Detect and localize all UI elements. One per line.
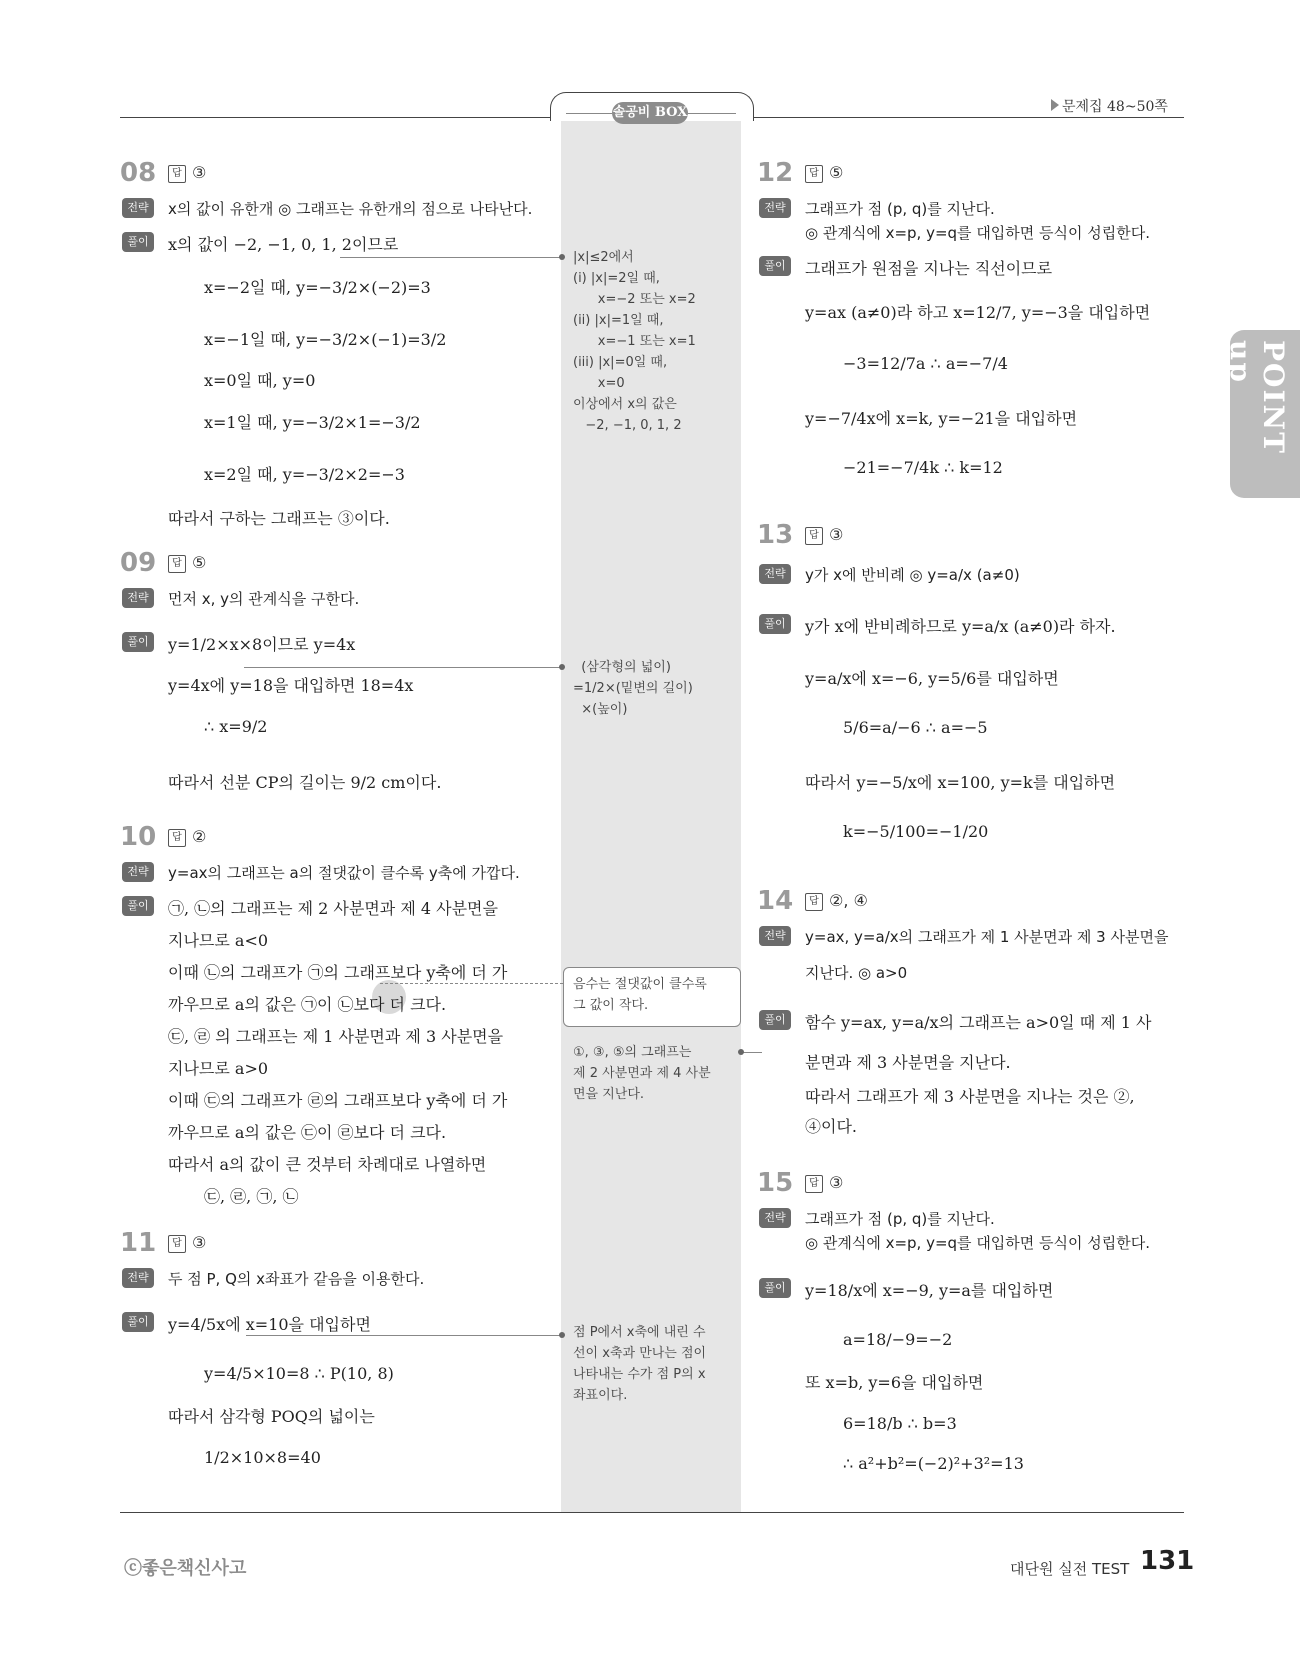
solution-line: 1/2×10×8=40: [204, 1448, 321, 1467]
solution-line: 5/6=a/−6 ∴ a=−5: [843, 718, 988, 737]
side-note: ①, ③, ⑤의 그래프는 제 2 사분면과 제 4 사분 면을 지난다.: [573, 1045, 711, 1102]
solution-line: ④이다.: [805, 1117, 857, 1136]
side-note: |x|≤2에서 (i) |x|=2일 때, x=−2 또는 x=2 (ii) |x|=1일 때, x=−1 또는 x=1 (iii) |x|=0일 때, x=0 이상에서 x의 값은 −2, −1, 0, 1, 2: [573, 250, 696, 433]
leader-line: [246, 1335, 562, 1336]
dashed-leader: [380, 983, 563, 984]
leader-dot: [559, 254, 565, 260]
solution-line: 또 x=b, y=6을 대입하면: [805, 1373, 984, 1392]
solution-tag: 풀이: [759, 256, 791, 276]
question-number: 15: [757, 1168, 794, 1198]
solution-line: 따라서 그래프가 제 3 사분면을 지나는 것은 ②,: [805, 1087, 1135, 1106]
strategy-text: 먼저 x, y의 관계식을 구한다.: [168, 590, 360, 608]
solution-line: 까우므로 a의 값은 ㉢이 ㉣보다 더 크다.: [168, 1123, 447, 1142]
strategy-text: x의 값이 유한개 ◎ 그래프는 유한개의 점으로 나타난다.: [168, 200, 533, 218]
solution-line: ㉠, ㉡의 그래프는 제 2 사분면과 제 4 사분면을: [168, 899, 498, 918]
leader-dot: [559, 664, 565, 670]
question-number: 08: [120, 158, 157, 188]
solution-line: 지나므로 a<0: [168, 931, 269, 950]
solution-tag: 풀이: [759, 1010, 791, 1030]
solution-line: y=−7/4x에 x=k, y=−21을 대입하면: [805, 409, 1078, 428]
workbook-reference: 문제집 48~50쪽: [1062, 99, 1168, 115]
solution-line: 따라서 삼각형 POQ의 넓이는: [168, 1407, 375, 1426]
strategy-text: 지난다. ◎ a>0: [805, 964, 908, 982]
chevron-right-icon: [1051, 99, 1059, 111]
tab-decor-right: [688, 113, 736, 114]
tab-decor-left: [566, 113, 612, 114]
solution-line: y=ax (a≠0)라 하고 x=12/7, y=−3을 대입하면: [805, 303, 1151, 322]
answer-line: [805, 163, 843, 183]
question-number: 09: [120, 548, 157, 578]
side-note: (삼각형의 넓이) =1/2×(밑변의 길이) ×(높이): [573, 660, 693, 717]
publisher-logo: ⓒ좋은책신사고: [124, 1558, 247, 1579]
solution-line: y=4x에 y=18을 대입하면 18=4x: [168, 676, 414, 695]
answer-line: [805, 1173, 843, 1193]
answer-value: ⑤: [829, 163, 844, 182]
question-number: 13: [757, 520, 794, 550]
answer-label: 답: [805, 1175, 823, 1193]
answer-value: ②, ④: [829, 891, 868, 910]
solution-line: x=−2일 때, y=−3/2×(−2)=3: [204, 278, 431, 297]
solution-line: x=−1일 때, y=−3/2×(−1)=3/2: [204, 330, 447, 349]
side-note: 점 P에서 x축에 내린 수 선이 x축과 만나는 점이 나타내는 수가 점 P의 x 좌표이다.: [573, 1325, 707, 1403]
answer-line: [168, 163, 206, 183]
strategy-tag: 전략: [122, 1268, 154, 1288]
solution-line: 6=18/b ∴ b=3: [843, 1414, 957, 1433]
answer-label: 답: [168, 829, 186, 847]
strategy-tag: 전략: [759, 198, 791, 218]
strategy-text: 그래프가 점 (p, q)를 지난다.: [805, 200, 995, 218]
solution-line: 함수 y=ax, y=a/x의 그래프는 a>0일 때 제 1 사: [805, 1013, 1152, 1032]
strategy-tag: 전략: [122, 198, 154, 218]
solution-line: 따라서 구하는 그래프는 ③이다.: [168, 509, 390, 528]
answer-value: ③: [829, 525, 844, 544]
solution-line: y=18/x에 x=−9, y=a를 대입하면: [805, 1281, 1054, 1300]
solution-line: ㉢, ㉣ 의 그래프는 제 1 사분면과 제 3 사분면을: [168, 1027, 504, 1046]
solution-line: x=0일 때, y=0: [204, 371, 316, 390]
side-note: 음수는 절댓값이 클수록 그 값이 작다.: [573, 977, 707, 1013]
leader-dot: [738, 1049, 744, 1055]
solution-line: y가 x에 반비례하므로 y=a/x (a≠0)라 하자.: [805, 617, 1116, 636]
strategy-tag: 전략: [122, 862, 154, 882]
answer-line: [168, 553, 206, 573]
solution-line: −21=−7/4k ∴ k=12: [843, 458, 1003, 477]
answer-label: 답: [805, 893, 823, 911]
strategy-text: 두 점 P, Q의 x좌표가 같음을 이용한다.: [168, 1270, 425, 1288]
bottom-rule: [120, 1512, 1184, 1513]
answer-line: [805, 525, 843, 545]
answer-value: ③: [192, 1233, 207, 1252]
strategy-tag: 전략: [759, 1208, 791, 1228]
solution-line: y=4/5×10=8 ∴ P(10, 8): [204, 1364, 394, 1383]
strategy-text: 그래프가 점 (p, q)를 지난다.: [805, 1210, 995, 1228]
solution-line: k=−5/100=−1/20: [843, 822, 989, 841]
solution-line: y=1/2×x×8이므로 y=4x: [168, 635, 356, 654]
solution-line: x=2일 때, y=−3/2×2=−3: [204, 465, 405, 484]
leader-line: [340, 257, 562, 258]
strategy-text: y가 x에 반비례 ◎ y=a/x (a≠0): [805, 566, 1020, 584]
solution-line: 지나므로 a>0: [168, 1059, 269, 1078]
solution-line: 따라서 y=−5/x에 x=100, y=k를 대입하면: [805, 773, 1116, 792]
answer-label: 답: [168, 1235, 186, 1253]
solution-tag: 풀이: [122, 232, 154, 252]
answer-label: 답: [168, 555, 186, 573]
strategy-tag: 전략: [759, 926, 791, 946]
strategy-text: ◎ 관계식에 x=p, y=q를 대입하면 등식이 성립한다.: [805, 224, 1151, 242]
strategy-tag: 전략: [122, 588, 154, 608]
solution-line: 까우므로 a의 값은 ㉠이 ㉡보다 더 크다.: [168, 995, 447, 1014]
answer-value: ③: [829, 1173, 844, 1192]
solution-line: −3=12/7a ∴ a=−7/4: [843, 354, 1008, 373]
answer-line: [168, 827, 206, 847]
solution-line: ㉢, ㉣, ㉠, ㉡: [204, 1187, 299, 1206]
solution-line: x의 값이 −2, −1, 0, 1, 2이므로: [168, 235, 399, 254]
strategy-text: y=ax의 그래프는 a의 절댓값이 클수록 y축에 가깝다.: [168, 864, 520, 882]
solution-tag: 풀이: [122, 896, 154, 916]
leader-line: [742, 1052, 762, 1053]
answer-value: ③: [192, 163, 207, 182]
strategy-tag: 전략: [759, 564, 791, 584]
solution-line: 따라서 a의 값이 큰 것부터 차례대로 나열하면: [168, 1155, 487, 1174]
answer-label: 답: [805, 527, 823, 545]
solution-line: y=4/5x에 x=10을 대입하면: [168, 1315, 371, 1334]
solution-tag: 풀이: [122, 632, 154, 652]
solution-line: a=18/−9=−2: [843, 1330, 953, 1349]
solution-line: 이때 ㉡의 그래프가 ㉠의 그래프보다 y축에 더 가: [168, 963, 508, 982]
solution-line: 이때 ㉢의 그래프가 ㉣의 그래프보다 y축에 더 가: [168, 1091, 508, 1110]
answer-line: [168, 1233, 206, 1253]
question-number: 14: [757, 886, 794, 916]
box-label: 솔공비 BOX: [612, 102, 688, 124]
solution-line: ∴ a²+b²=(−2)²+3²=13: [843, 1454, 1024, 1473]
strategy-text: y=ax, y=a/x의 그래프가 제 1 사분면과 제 3 사분면을: [805, 928, 1169, 946]
section-title: 대단원 실전 TEST: [1010, 1560, 1130, 1578]
question-number: 10: [120, 822, 157, 852]
answer-value: ⑤: [192, 553, 207, 572]
solution-line: y=a/x에 x=−6, y=5/6를 대입하면: [805, 669, 1059, 688]
strategy-text: ◎ 관계식에 x=p, y=q를 대입하면 등식이 성립한다.: [805, 1234, 1151, 1252]
question-number: 12: [757, 158, 794, 188]
solution-line: 그래프가 원점을 지나는 직선이므로: [805, 259, 1053, 278]
solution-tag: 풀이: [759, 1278, 791, 1298]
leader-dot: [559, 1332, 565, 1338]
answer-label: 답: [805, 165, 823, 183]
solution-line: x=1일 때, y=−3/2×1=−3/2: [204, 413, 421, 432]
side-tab-label: POINT up: [1224, 340, 1290, 455]
solution-tag: 풀이: [122, 1312, 154, 1332]
answer-label: 답: [168, 165, 186, 183]
solution-line: ∴ x=9/2: [204, 717, 268, 736]
question-number: 11: [120, 1228, 157, 1258]
leader-line: [244, 667, 562, 668]
solution-tag: 풀이: [759, 614, 791, 634]
solution-line: 분면과 제 3 사분면을 지난다.: [805, 1053, 1011, 1072]
answer-value: ②: [192, 827, 207, 846]
answer-line: [805, 891, 868, 911]
page-number: 131: [1140, 1546, 1195, 1576]
solution-line: 따라서 선분 CP의 길이는 9/2 cm이다.: [168, 773, 442, 792]
